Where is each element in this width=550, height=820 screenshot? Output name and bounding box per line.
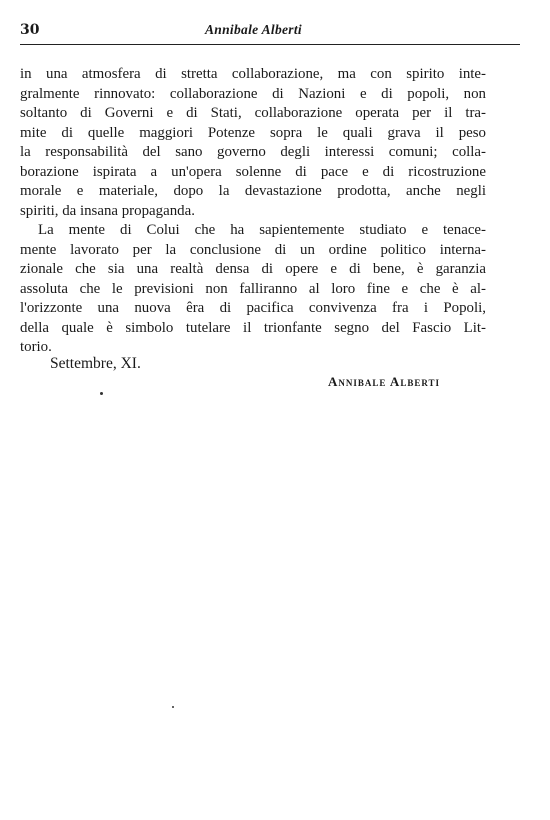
text-line: soltanto di Governi e di Stati, collaborazione operata per il tra- [20,105,486,121]
text-line: assoluta che le previsioni non falliranno al loro fine e che è al- [20,280,486,297]
page-number: 30 [20,22,40,38]
text-line: torio. [20,339,52,355]
text-line: gralmente rinnovato: collaborazione di Nazioni e di popoli, non [20,85,486,102]
page-header [20,22,520,42]
header-rule [20,44,520,45]
text-line: mite di quelle maggiori Potenze sopra le quali grava il peso [20,124,486,141]
text-line: in una atmosfera di stretta collaborazione, ma con spirito inte- [20,66,486,82]
running-head: Annibale Alberti [205,22,302,37]
ink-speck [100,392,103,395]
text-line: borazione ispirata a un'opera solenne di pace e di ricostruzione [20,163,486,180]
text-line: morale e materiale, dopo la devastazione prodotta, anche negli [20,183,486,199]
text-line: la responsabilità del sano governo degli interessi comuni; colla- [20,144,486,160]
text-line: zionale che sia una realtà densa di opere e di bene, è garanzia [20,261,486,277]
text-line: della quale è simbolo tutelare il trionfante segno del Fascio Lit- [20,319,486,336]
body-text [20,65,486,358]
text-line: spiriti, da insana propaganda. [20,202,195,219]
dateline: Settembre, XI. [50,355,141,372]
signature: Annibale Alberti [328,374,441,389]
ink-speck [172,706,174,708]
text-line: La mente di Colui che ha sapientemente studiato e tenace- [38,222,486,238]
text-line: mente lavorato per la conclusione di un ordine politico interna- [20,241,486,258]
text-line: l'orizzonte una nuova êra di pacifica convivenza fra i Popoli, [20,300,486,316]
